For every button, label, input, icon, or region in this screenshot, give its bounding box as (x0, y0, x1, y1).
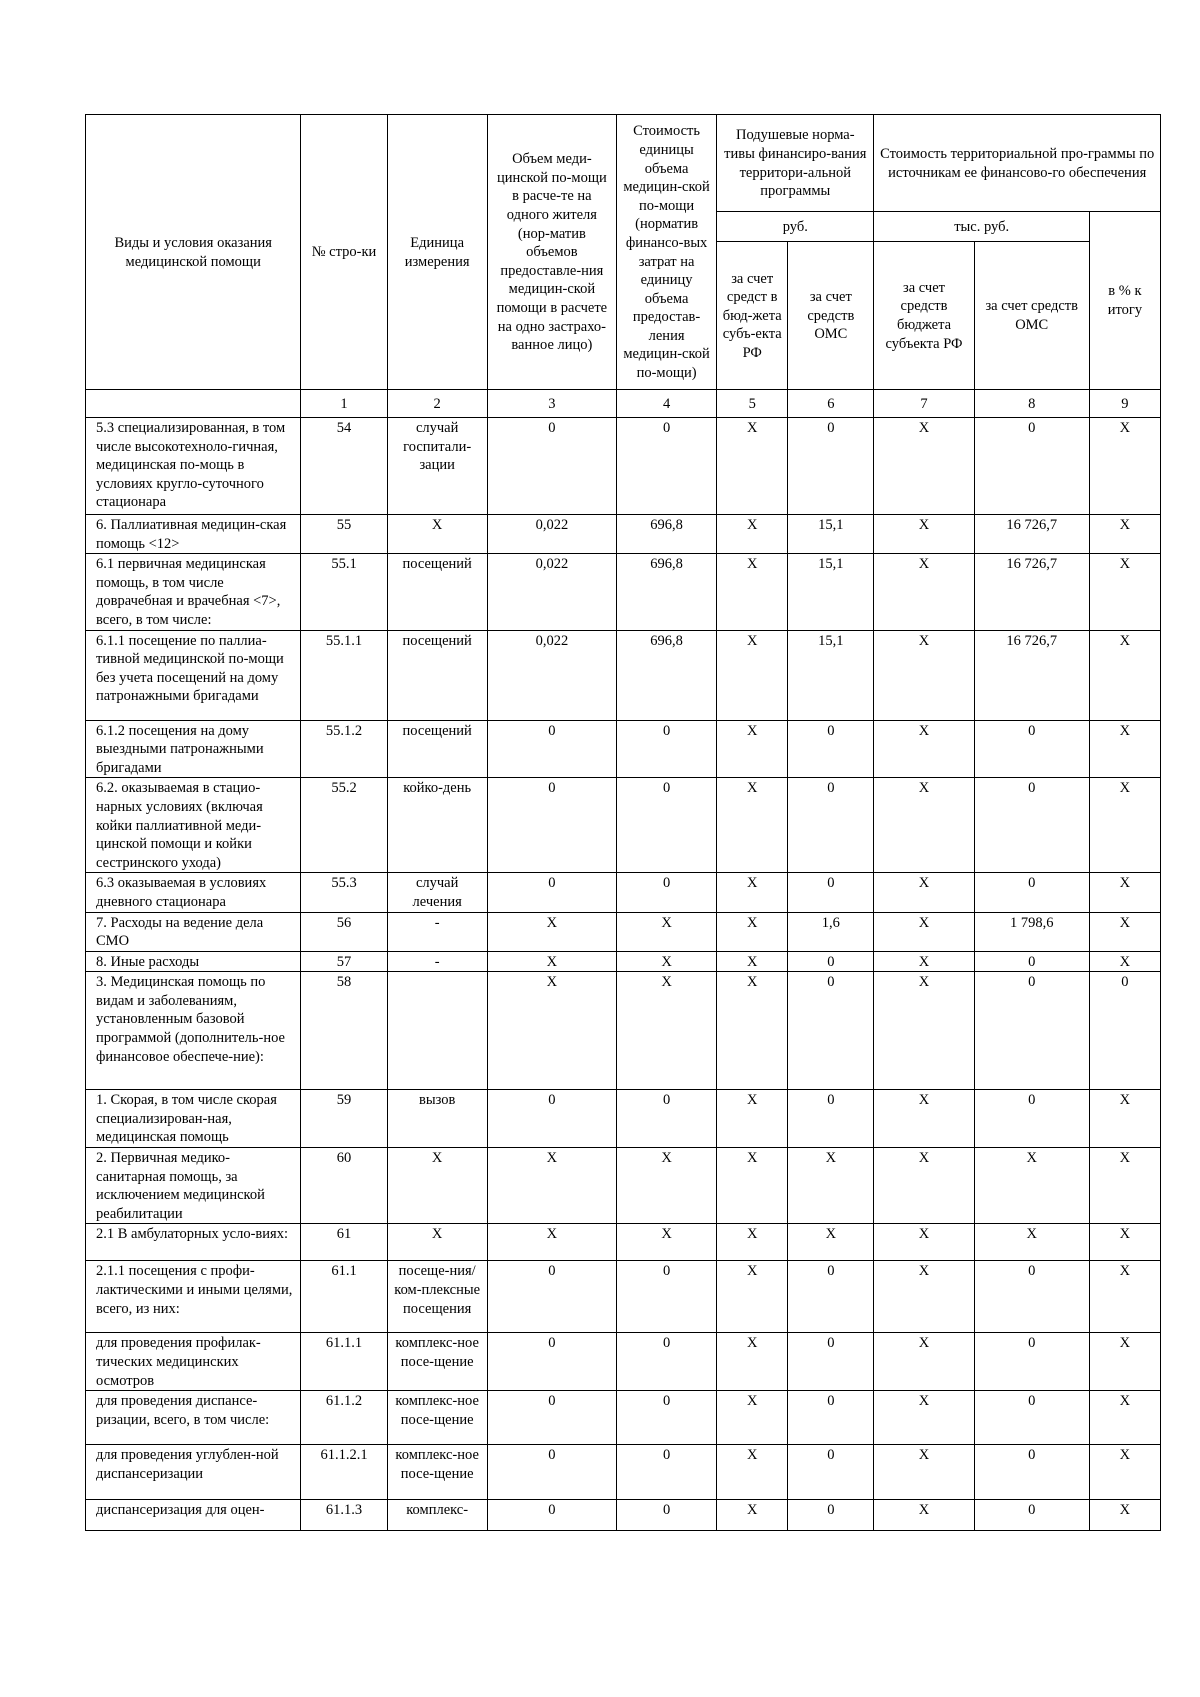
row-name: 1. Скорая, в том числе скорая специализирован-ная, медицинская помощь (86, 1090, 301, 1148)
row-col7: Х (874, 778, 974, 873)
column-number: 6 (788, 390, 874, 418)
row-col8: 0 (974, 1500, 1089, 1531)
row-col5: Х (717, 951, 788, 972)
row-col7: Х (874, 1333, 974, 1391)
row-volume: 0,022 (487, 630, 616, 720)
document-page (85, 114, 1161, 1531)
row-col9: 0 (1089, 972, 1160, 1090)
header-col6: за счет средств ОМС (788, 242, 874, 390)
row-col6: Х (788, 1224, 874, 1261)
row-col7: Х (874, 418, 974, 515)
row-col7: Х (874, 515, 974, 554)
row-name: 7. Расходы на ведение дела СМО (86, 912, 301, 951)
row-unit: Х (387, 1224, 487, 1261)
row-unit-cost: 0 (617, 418, 717, 515)
table-header (86, 115, 1161, 418)
table-row (86, 951, 1161, 972)
row-col6: 0 (788, 1445, 874, 1500)
row-col5: Х (717, 630, 788, 720)
row-col9: Х (1089, 515, 1160, 554)
row-volume: Х (487, 1148, 616, 1224)
row-volume: Х (487, 1224, 616, 1261)
table-row (86, 1391, 1161, 1445)
column-number (86, 390, 301, 418)
row-name: 6.1 первичная медицинская помощь, в том числе доврачебная и врачебная <7>, всего, в том числе: (86, 554, 301, 630)
row-unit-cost: Х (617, 1148, 717, 1224)
row-col7: Х (874, 1391, 974, 1445)
row-unit-cost: 0 (617, 778, 717, 873)
table-row (86, 1224, 1161, 1261)
table-row (86, 1500, 1161, 1531)
row-unit-cost: 0 (617, 1445, 717, 1500)
row-unit-cost: 0 (617, 1391, 717, 1445)
row-col8: 0 (974, 1261, 1089, 1333)
table-row (86, 778, 1161, 873)
row-unit: комплекс-ное посе-щение (387, 1333, 487, 1391)
column-number: 5 (717, 390, 788, 418)
row-col6: 1,6 (788, 912, 874, 951)
column-number: 9 (1089, 390, 1160, 418)
row-name: 3. Медицинская помощь по видам и заболеваниям, установленным базовой программой (дополнитель-ное финансовое обеспече-ние): (86, 972, 301, 1090)
column-number: 3 (487, 390, 616, 418)
row-unit: комплекс-ное посе-щение (387, 1391, 487, 1445)
row-volume: 0 (487, 1500, 616, 1531)
row-volume: 0 (487, 1333, 616, 1391)
table-row (86, 1090, 1161, 1148)
header-per-capita: Подушевые норма-тивы финансиро-вания территори-альной программы (717, 115, 874, 212)
table-row (86, 515, 1161, 554)
row-unit-cost: 0 (617, 1333, 717, 1391)
row-col7: Х (874, 1445, 974, 1500)
row-volume: 0 (487, 1445, 616, 1500)
row-number: 56 (301, 912, 387, 951)
row-number: 55.1 (301, 554, 387, 630)
row-unit-cost: 0 (617, 1090, 717, 1148)
row-col7: Х (874, 912, 974, 951)
row-col6: 0 (788, 1261, 874, 1333)
row-name: для проведения углублен-ной диспансеризации (86, 1445, 301, 1500)
row-col5: Х (717, 1445, 788, 1500)
row-unit: вызов (387, 1090, 487, 1148)
row-number: 61 (301, 1224, 387, 1261)
table-row (86, 873, 1161, 912)
row-unit-cost: Х (617, 912, 717, 951)
row-col9: Х (1089, 912, 1160, 951)
row-col6: 0 (788, 1500, 874, 1531)
column-number: 2 (387, 390, 487, 418)
row-volume: 0,022 (487, 515, 616, 554)
row-col6: 0 (788, 873, 874, 912)
row-col7: Х (874, 1148, 974, 1224)
row-unit: случай госпитали-зации (387, 418, 487, 515)
row-number: 59 (301, 1090, 387, 1148)
row-col5: Х (717, 1090, 788, 1148)
row-col5: Х (717, 912, 788, 951)
row-col6: 15,1 (788, 515, 874, 554)
table-row (86, 554, 1161, 630)
row-unit: комплекс- (387, 1500, 487, 1531)
header-col8: за счет средств ОМС (974, 242, 1089, 390)
row-col7: Х (874, 873, 974, 912)
row-col8: 0 (974, 720, 1089, 778)
row-unit-cost: 696,8 (617, 515, 717, 554)
row-col8: 16 726,7 (974, 630, 1089, 720)
row-col8: 0 (974, 1090, 1089, 1148)
row-volume: 0 (487, 1391, 616, 1445)
column-number: 8 (974, 390, 1089, 418)
row-unit: - (387, 951, 487, 972)
row-col9: Х (1089, 1148, 1160, 1224)
table-row (86, 972, 1161, 1090)
row-unit-cost: Х (617, 972, 717, 1090)
header-unit-thousand-rub: тыс. руб. (874, 212, 1089, 242)
header-program-cost: Стоимость территориальной про-граммы по источникам ее финансово-го обеспечения (874, 115, 1161, 212)
row-unit-cost: 0 (617, 1500, 717, 1531)
row-col8: 0 (974, 418, 1089, 515)
row-col5: Х (717, 1391, 788, 1445)
row-col9: Х (1089, 1500, 1160, 1531)
row-unit: случай лечения (387, 873, 487, 912)
row-col6: 0 (788, 1090, 874, 1148)
row-unit: комплекс-ное посе-щение (387, 1445, 487, 1500)
row-number: 55.2 (301, 778, 387, 873)
row-col5: Х (717, 1148, 788, 1224)
row-name: 6.1.1 посещение по паллиа-тивной медицинской по-мощи без учета посещений на дому патронажными бригадами (86, 630, 301, 720)
row-name: для проведения профилак-тических медицинских осмотров (86, 1333, 301, 1391)
table-row (86, 1148, 1161, 1224)
row-col9: Х (1089, 418, 1160, 515)
row-unit-cost: Х (617, 1224, 717, 1261)
row-volume: 0 (487, 720, 616, 778)
row-col9: Х (1089, 630, 1160, 720)
row-col7: Х (874, 1261, 974, 1333)
row-col6: 0 (788, 972, 874, 1090)
row-unit: - (387, 912, 487, 951)
row-col5: Х (717, 1333, 788, 1391)
row-col9: Х (1089, 873, 1160, 912)
row-col9: Х (1089, 951, 1160, 972)
table-row (86, 1261, 1161, 1333)
header-volume: Объем меди-цинской по-мощи в расче-те на одного жителя (нор-матив объемов предоставле-ния медицин-ской помощи в расчете на одно застрахо-ванное лицо) (487, 115, 616, 390)
row-col5: Х (717, 778, 788, 873)
table-body (86, 418, 1161, 1531)
row-unit-cost: 0 (617, 720, 717, 778)
row-col5: Х (717, 972, 788, 1090)
row-col8: 0 (974, 873, 1089, 912)
row-number: 61.1.2 (301, 1391, 387, 1445)
row-number: 55 (301, 515, 387, 554)
row-col6: 0 (788, 418, 874, 515)
row-unit: посещений (387, 720, 487, 778)
table-row (86, 720, 1161, 778)
row-volume: 0 (487, 418, 616, 515)
row-unit: посещений (387, 554, 487, 630)
row-col9: Х (1089, 1445, 1160, 1500)
row-volume: 0 (487, 873, 616, 912)
row-name: 2.1 В амбулаторных усло-виях: (86, 1224, 301, 1261)
row-col5: Х (717, 1224, 788, 1261)
row-number: 54 (301, 418, 387, 515)
row-col7: Х (874, 972, 974, 1090)
header-col7: за счет средств бюджета субъекта РФ (874, 242, 974, 390)
row-volume: Х (487, 912, 616, 951)
row-col9: Х (1089, 1333, 1160, 1391)
column-number: 4 (617, 390, 717, 418)
row-unit: койко-день (387, 778, 487, 873)
table-row (86, 912, 1161, 951)
row-unit: Х (387, 515, 487, 554)
row-name: 6. Паллиативная медицин-ская помощь <12> (86, 515, 301, 554)
row-col8: 0 (974, 1391, 1089, 1445)
row-name: 6.2. оказываемая в стацио-нарных условиях (включая койки паллиативной меди-цинской помощи и койки сестринского ухода) (86, 778, 301, 873)
row-volume: 0 (487, 1090, 616, 1148)
column-number-row (86, 390, 1161, 418)
row-col8: 0 (974, 972, 1089, 1090)
row-unit: Х (387, 1148, 487, 1224)
row-unit: посещений (387, 630, 487, 720)
row-number: 58 (301, 972, 387, 1090)
header-row-number: № стро-ки (301, 115, 387, 390)
row-col8: Х (974, 1148, 1089, 1224)
row-col5: Х (717, 515, 788, 554)
row-unit (387, 972, 487, 1090)
header-unit-rub: руб. (717, 212, 874, 242)
row-col9: Х (1089, 1224, 1160, 1261)
row-number: 57 (301, 951, 387, 972)
row-col7: Х (874, 951, 974, 972)
row-unit-cost: 696,8 (617, 630, 717, 720)
column-number: 7 (874, 390, 974, 418)
row-col9: Х (1089, 1261, 1160, 1333)
row-unit: посеще-ния/ ком-плексные посещения (387, 1261, 487, 1333)
row-col6: 15,1 (788, 554, 874, 630)
row-name: 2. Первичная медико-санитарная помощь, за исключением медицинской реабилитации (86, 1148, 301, 1224)
row-col8: 16 726,7 (974, 554, 1089, 630)
row-col5: Х (717, 873, 788, 912)
row-col6: 0 (788, 720, 874, 778)
row-col9: Х (1089, 1391, 1160, 1445)
row-col8: 0 (974, 1445, 1089, 1500)
row-col8: 0 (974, 778, 1089, 873)
column-number: 1 (301, 390, 387, 418)
row-col8: 0 (974, 1333, 1089, 1391)
row-unit-cost: 0 (617, 1261, 717, 1333)
row-col8: 16 726,7 (974, 515, 1089, 554)
row-name: 5.3 специализированная, в том числе высокотехноло-гичная, медицинская по-мощь в условиях кругло-суточного стационара (86, 418, 301, 515)
row-number: 61.1.2.1 (301, 1445, 387, 1500)
row-name: для проведения диспансе-ризации, всего, в том числе: (86, 1391, 301, 1445)
row-number: 61.1.1 (301, 1333, 387, 1391)
row-number: 55.1.2 (301, 720, 387, 778)
row-col6: Х (788, 1148, 874, 1224)
row-unit-cost: Х (617, 951, 717, 972)
row-col8: Х (974, 1224, 1089, 1261)
row-col5: Х (717, 554, 788, 630)
row-name: 8. Иные расходы (86, 951, 301, 972)
row-volume: Х (487, 972, 616, 1090)
row-volume: 0,022 (487, 554, 616, 630)
row-unit-cost: 696,8 (617, 554, 717, 630)
row-col7: Х (874, 554, 974, 630)
table-row (86, 630, 1161, 720)
row-name: 2.1.1 посещения с профи-лактическими и иными целями, всего, из них: (86, 1261, 301, 1333)
table-row (86, 418, 1161, 515)
row-col6: 15,1 (788, 630, 874, 720)
row-col5: Х (717, 1500, 788, 1531)
row-col6: 0 (788, 1391, 874, 1445)
row-col5: Х (717, 1261, 788, 1333)
header-unit-cost: Стоимость единицы объема медицин-ской по-мощи (норматив финансо-вых затрат на единицу объема предостав-ления медицин-ской по-мощи) (617, 115, 717, 390)
row-col5: Х (717, 418, 788, 515)
row-col7: Х (874, 720, 974, 778)
row-col6: 0 (788, 1333, 874, 1391)
row-volume: Х (487, 951, 616, 972)
row-col7: Х (874, 630, 974, 720)
row-col9: Х (1089, 554, 1160, 630)
row-number: 60 (301, 1148, 387, 1224)
row-col6: 0 (788, 951, 874, 972)
header-name: Виды и условия оказания медицинской помощи (86, 115, 301, 390)
row-col6: 0 (788, 778, 874, 873)
row-col7: Х (874, 1090, 974, 1148)
row-col8: 0 (974, 951, 1089, 972)
row-number: 61.1 (301, 1261, 387, 1333)
row-number: 55.3 (301, 873, 387, 912)
program-cost-table (85, 114, 1161, 1531)
row-volume: 0 (487, 1261, 616, 1333)
row-number: 55.1.1 (301, 630, 387, 720)
row-col9: Х (1089, 778, 1160, 873)
table-row (86, 1333, 1161, 1391)
row-col9: Х (1089, 1090, 1160, 1148)
row-col5: Х (717, 720, 788, 778)
row-number: 61.1.3 (301, 1500, 387, 1531)
row-name: 6.3 оказываемая в условиях дневного стационара (86, 873, 301, 912)
header-col9: в % к итогу (1089, 212, 1160, 390)
row-col7: Х (874, 1500, 974, 1531)
row-name: 6.1.2 посещения на дому выездными патронажными бригадами (86, 720, 301, 778)
row-unit-cost: 0 (617, 873, 717, 912)
header-unit: Единица измерения (387, 115, 487, 390)
header-col5: за счет средст в бюд-жета субъ-екта РФ (717, 242, 788, 390)
table-row (86, 1445, 1161, 1500)
row-name: диспансеризация для оцен- (86, 1500, 301, 1531)
row-col7: Х (874, 1224, 974, 1261)
row-volume: 0 (487, 778, 616, 873)
row-col9: Х (1089, 720, 1160, 778)
row-col8: 1 798,6 (974, 912, 1089, 951)
